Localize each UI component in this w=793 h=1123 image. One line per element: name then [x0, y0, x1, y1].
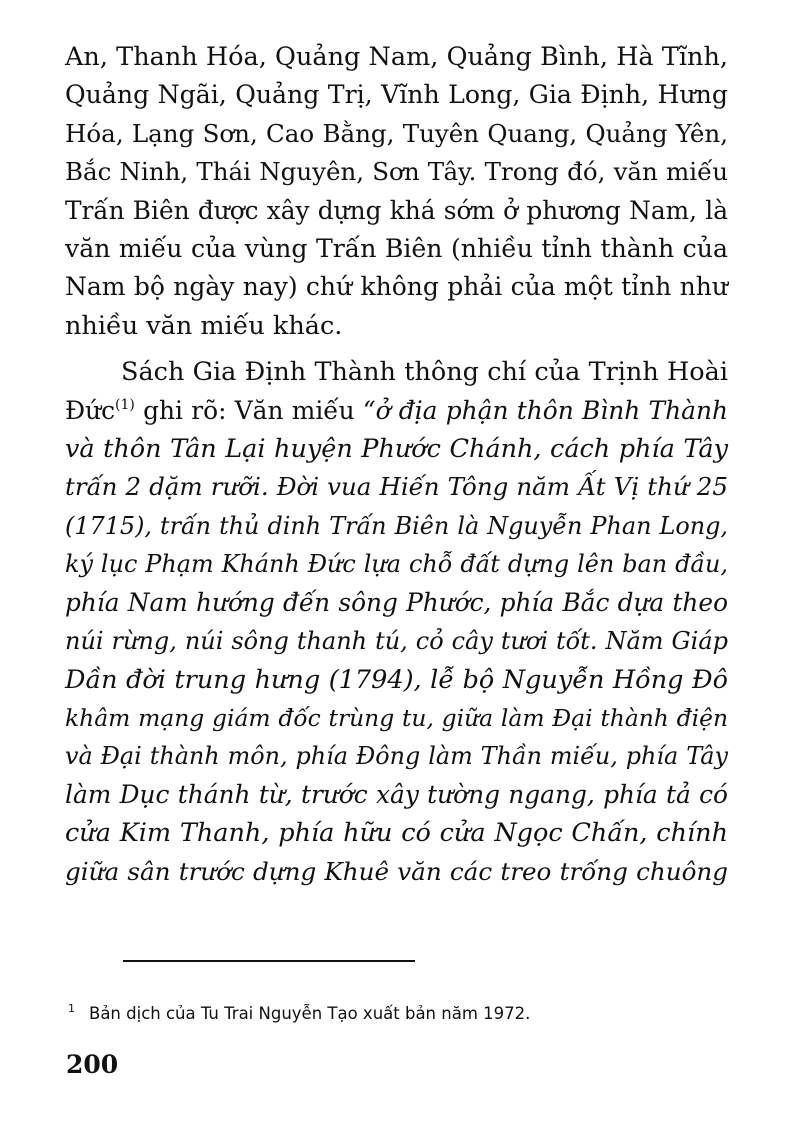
text-line: Trấn Biên được xây dựng khá sớm ở phương Nam, là — [65, 195, 728, 225]
text-segment: ghi rõ: Văn miếu — [134, 395, 363, 425]
quote-line: ký lục Phạm Khánh Đức lựa chỗ đất dựng lên ban đầu, — [65, 550, 728, 579]
text-line: Bắc Ninh, Thái Nguyên, Sơn Tây. Trong đó, văn miếu — [65, 157, 728, 187]
text-line: Sách Gia Định Thành thông chí của Trịnh Hoài — [121, 357, 728, 388]
quote-line: làm Dục thánh từ, trước xây tường ngang, phía tả có — [65, 779, 728, 809]
quote-line: khâm mạng giám đốc trùng tu, giữa làm Đại thành điện — [65, 703, 728, 732]
quote-start: “ở địa phận thôn Bình Thành — [362, 395, 728, 425]
page-body — [65, 38, 728, 891]
text-segment: Đức — [65, 395, 116, 425]
text-line: Nam bộ ngày nay) chứ không phải của một tỉnh như — [65, 272, 728, 302]
footnote-divider — [123, 960, 415, 962]
footnote-reference: (1) — [115, 396, 135, 413]
quote-line: (1715), trấn thủ dinh Trấn Biên là Nguyễn Phan Long, — [65, 511, 728, 540]
paragraph-2 — [65, 353, 728, 891]
footnote-mark: 1 — [68, 1002, 75, 1015]
paragraph-1 — [65, 38, 728, 345]
quote-line: núi rừng, núi sông thanh tú, cỏ cây tươi tốt. Năm Giáp — [65, 627, 728, 656]
text-line: nhiều văn miếu khác. — [65, 310, 343, 341]
quote-line: và thôn Tân Lại huyện Phước Chánh, cách phía Tây — [65, 434, 728, 465]
text-line: văn miếu của vùng Trấn Biên (nhiều tỉnh thành của — [65, 234, 728, 264]
footnote-text: Bản dịch của Tu Trai Nguyễn Tạo xuất bản năm 1972. — [89, 1004, 531, 1023]
footnote — [68, 997, 668, 1026]
quote-line: trấn 2 dặm rưỡi. Đời vua Hiến Tông năm Ất Vị thứ 25 — [65, 472, 728, 502]
quote-line: giữa sân trước dựng Khuê văn các treo trống chuông — [65, 856, 728, 886]
text-line: Quảng Ngãi, Quảng Trị, Vĩnh Long, Gia Định, Hưng — [65, 80, 728, 110]
page-number: 200 — [66, 1050, 119, 1079]
text-line: An, Thanh Hóa, Quảng Nam, Quảng Bình, Hà Tĩnh, — [65, 42, 728, 72]
quote-line: phía Nam hướng đến sông Phước, phía Bắc dựa theo — [65, 587, 728, 617]
text-line — [65, 392, 728, 430]
quote-line: cửa Kim Thanh, phía hữu có cửa Ngọc Chấn, chính — [65, 818, 728, 849]
text-line: Hóa, Lạng Sơn, Cao Bằng, Tuyên Quang, Quảng Yên, — [65, 118, 728, 148]
quote-line: và Đại thành môn, phía Đông làm Thần miếu, phía Tây — [65, 742, 728, 771]
quote-line: Dần đời trung hưng (1794), lễ bộ Nguyễn Hồng Đô — [65, 664, 728, 695]
